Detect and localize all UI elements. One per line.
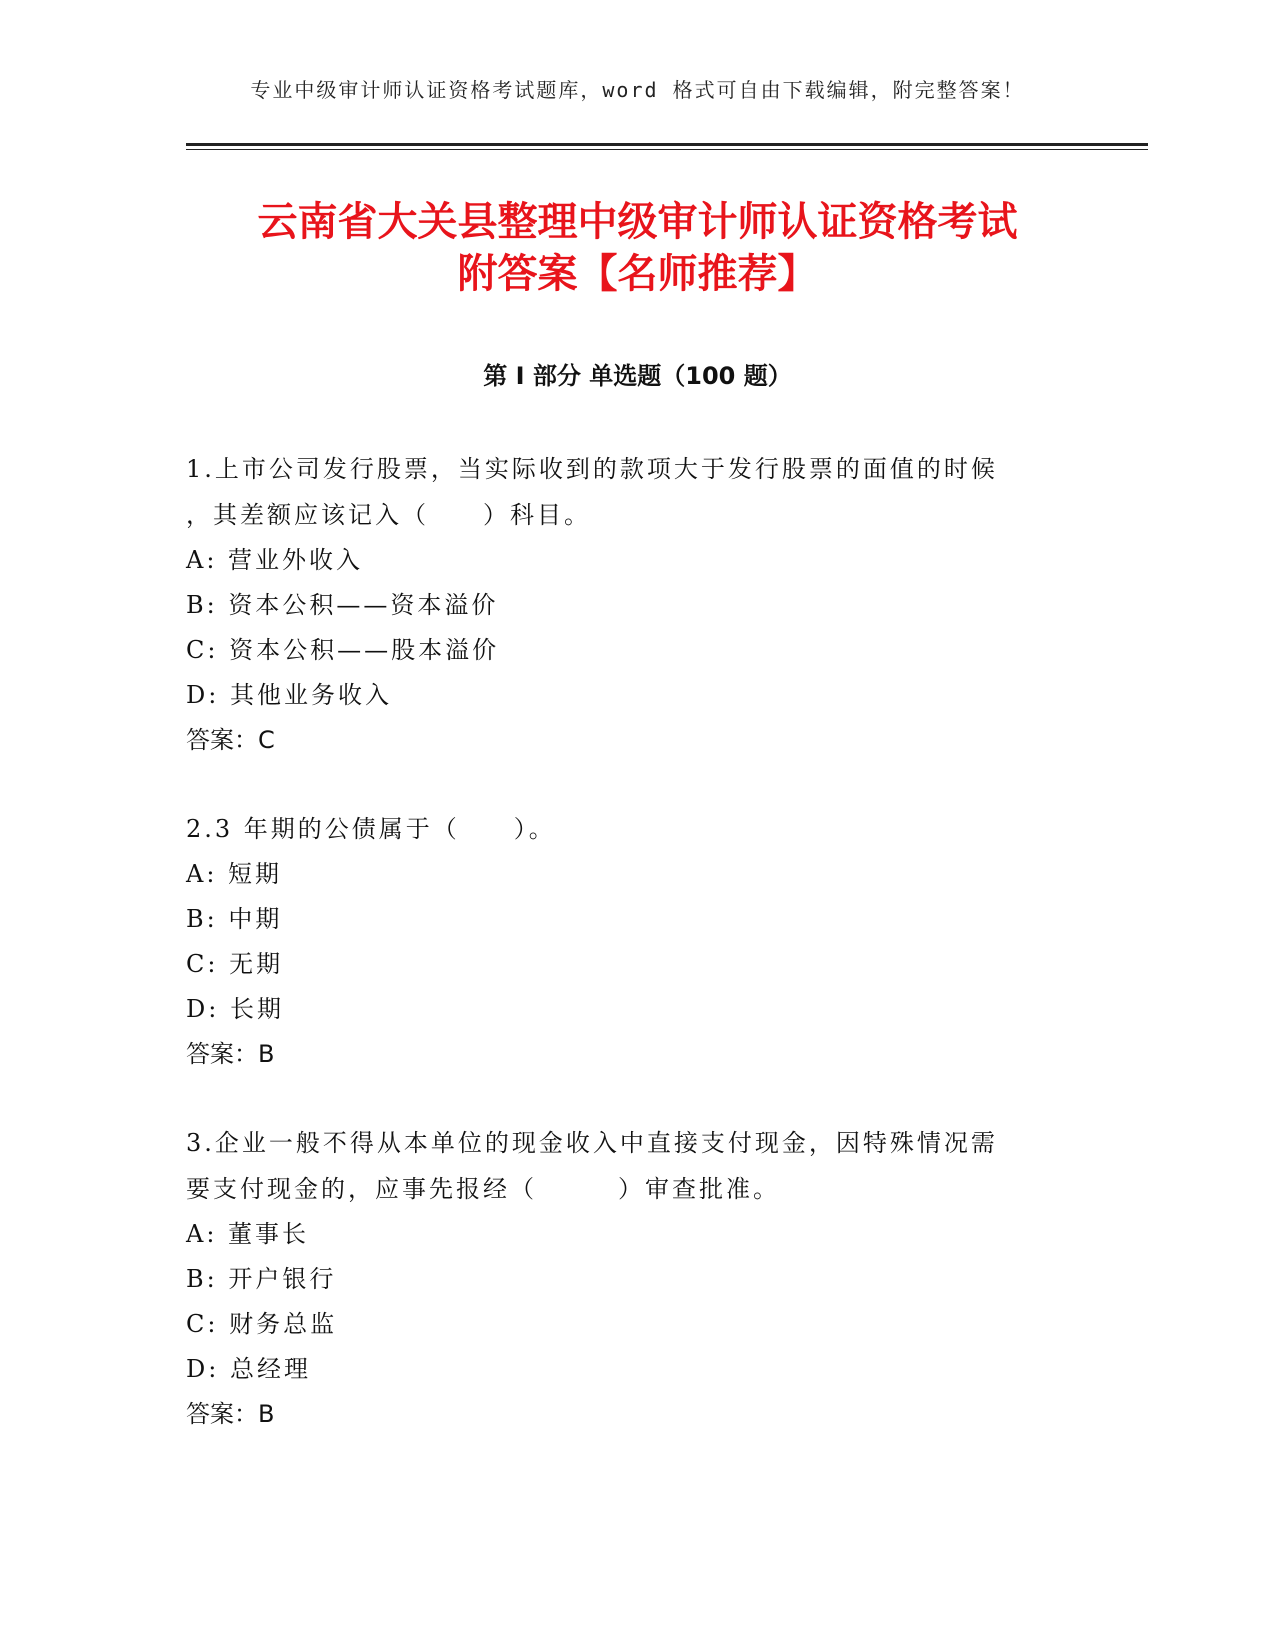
option-c: C: 无期 bbox=[186, 950, 284, 978]
option-b: B: 开户银行 bbox=[186, 1265, 337, 1293]
question-stem: 2.3 年期的公债属于（ ）。 bbox=[186, 815, 556, 843]
document-title bbox=[130, 196, 1145, 300]
option-d: D: 长期 bbox=[186, 995, 284, 1023]
answer: 答案：B bbox=[186, 1400, 275, 1428]
option-c: C: 资本公积——股本溢价 bbox=[186, 636, 500, 664]
option-c: C: 财务总监 bbox=[186, 1310, 338, 1338]
header-divider-thin bbox=[186, 149, 1148, 150]
document-title-line-1: 云南省大关县整理中级审计师认证资格考试 bbox=[257, 199, 1018, 245]
question-stem: 3.企业一般不得从本单位的现金收入中直接支付现金，因特殊情况需 bbox=[186, 1129, 998, 1157]
option-a: A: 短期 bbox=[186, 860, 283, 888]
question-3 bbox=[186, 1120, 1066, 1437]
question-list bbox=[186, 446, 1066, 1480]
question-stem: 1.上市公司发行股票，当实际收到的款项大于发行股票的面值的时候 bbox=[186, 455, 998, 483]
header-divider-thick bbox=[186, 143, 1148, 146]
header-note: 专业中级审计师认证资格考试题库，word 格式可自由下载编辑，附完整答案！ bbox=[250, 78, 1025, 102]
option-b: B: 中期 bbox=[186, 905, 283, 933]
option-a: A: 营业外收入 bbox=[186, 546, 364, 574]
option-d: D: 总经理 bbox=[186, 1355, 311, 1383]
question-1 bbox=[186, 446, 1066, 763]
document-title-line-2: 附答案【名师推荐】 bbox=[457, 251, 818, 297]
question-2 bbox=[186, 806, 1066, 1077]
question-stem-continued: 要支付现金的，应事先报经（ ）审查批准。 bbox=[186, 1175, 780, 1203]
option-b: B: 资本公积——资本溢价 bbox=[186, 591, 499, 619]
option-d: D: 其他业务收入 bbox=[186, 681, 392, 709]
answer: 答案：C bbox=[186, 726, 275, 754]
option-a: A: 董事长 bbox=[186, 1220, 310, 1248]
answer: 答案：B bbox=[186, 1040, 275, 1068]
question-stem-continued: ，其差额应该记入（ ）科目。 bbox=[186, 501, 591, 529]
section-title: 第 I 部分 单选题（100 题） bbox=[483, 362, 792, 390]
